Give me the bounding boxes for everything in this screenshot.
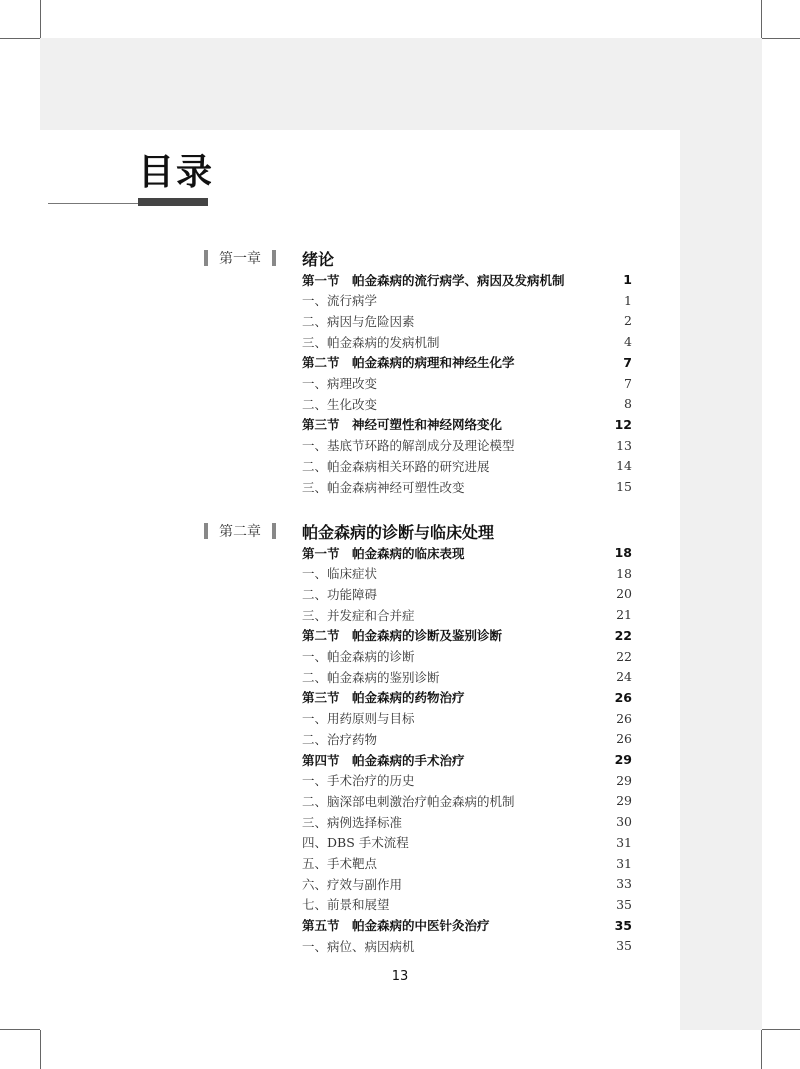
title-rule-bar [138, 198, 208, 206]
toc-entry-page: 26 [616, 710, 632, 726]
toc-subsection-entry[interactable] [302, 832, 632, 853]
toc-entry-title: 二、功能障碍 [302, 586, 378, 602]
toc-entry-title: 第四节 帕金森病的手术治疗 [302, 752, 465, 768]
toc-entry-page: 22 [616, 648, 632, 664]
toc-subsection-entry[interactable] [302, 935, 632, 956]
chapter-label-box [204, 248, 276, 268]
toc-entry-page: 35 [616, 896, 632, 912]
toc-entry-page: 29 [616, 793, 632, 809]
toc-subsection-entry[interactable] [302, 708, 632, 729]
crop-mark [761, 0, 762, 38]
side-band [680, 130, 762, 1030]
toc-entry-page: 18 [616, 565, 632, 581]
toc-section-entry[interactable] [302, 414, 632, 435]
toc-subsection-entry[interactable] [302, 455, 632, 476]
toc-entry-title: 二、帕金森病的鉴别诊断 [302, 669, 440, 685]
toc-entry-title: 一、临床症状 [302, 566, 378, 582]
toc-entry-title: 第一节 帕金森病的流行病学、病因及发病机制 [302, 272, 565, 288]
toc-entry-title: 第二节 帕金森病的病理和神经生化学 [302, 355, 515, 371]
toc-subsection-entry[interactable] [302, 476, 632, 497]
toc-entry-title: 三、帕金森病神经可塑性改变 [302, 479, 465, 495]
toc-entry-page: 26 [614, 689, 632, 705]
crop-mark [0, 38, 40, 39]
crop-mark [0, 1029, 40, 1030]
chapter-label: 第二章 [219, 524, 261, 540]
toc-entry-title: 二、病因与危险因素 [302, 313, 415, 329]
toc-subsection-entry[interactable] [302, 563, 632, 584]
toc-entry-page: 1 [624, 292, 632, 308]
toc-entry-title: 六、疗效与副作用 [302, 876, 403, 892]
toc-entry-title: 二、帕金森病相关环路的研究进展 [302, 458, 490, 474]
toc-entry-title: 三、病例选择标准 [302, 814, 403, 830]
toc-entry-page: 13 [616, 437, 632, 453]
toc-section-entry[interactable] [302, 687, 632, 708]
toc-entry-page: 1 [623, 272, 632, 287]
toc-entry-page: 21 [616, 607, 632, 623]
toc-entry-title: 第五节 帕金森病的中医针灸治疗 [302, 918, 490, 934]
toc-entry-title: 一、基底节环路的解剖成分及理论模型 [302, 438, 515, 454]
toc-entry-title: 三、帕金森病的发病机制 [302, 334, 440, 350]
toc-entry-title: 第二节 帕金森病的诊断及鉴别诊断 [302, 628, 503, 644]
toc-subsection-entry[interactable] [302, 811, 632, 832]
toc-entry-page: 35 [616, 938, 632, 954]
toc-subsection-entry[interactable] [302, 583, 632, 604]
toc-entry-page: 26 [616, 731, 632, 747]
toc-entry-page: 12 [614, 416, 632, 432]
toc-entry-title: 一、病理改变 [302, 376, 378, 391]
toc-entry-page: 8 [624, 396, 632, 412]
crop-mark [762, 1029, 800, 1030]
toc-subsection-entry[interactable] [302, 853, 632, 874]
toc-subsection-entry[interactable] [302, 331, 632, 352]
crop-mark [40, 0, 41, 38]
toc-entry-title: 二、治疗药物 [302, 731, 378, 747]
toc-entry-page: 31 [616, 834, 632, 850]
page-number: 13 [391, 969, 409, 984]
toc-subsection-entry[interactable] [302, 310, 632, 331]
toc-entry-title: 第三节 神经可塑性和神经网络变化 [302, 417, 503, 433]
toc-section-entry[interactable] [302, 749, 632, 770]
header-band [40, 38, 762, 130]
toc-subsection-entry[interactable] [302, 728, 632, 749]
toc-entry-page: 18 [614, 545, 632, 560]
toc-entry-page: 35 [614, 917, 632, 933]
toc-entry-title: 第三节 帕金森病的药物治疗 [302, 690, 465, 706]
toc-entry-page: 33 [616, 876, 632, 892]
toc-subsection-entry[interactable] [302, 894, 632, 915]
toc-entry-page: 20 [616, 586, 632, 602]
toc-subsection-entry[interactable] [302, 646, 632, 667]
toc-entry-title: 一、流行病学 [302, 293, 378, 309]
crop-mark [761, 1030, 762, 1069]
toc-subsection-entry[interactable] [302, 604, 632, 625]
toc-entry-title: 五、手术靶点 [302, 856, 378, 871]
toc-entry-title: 三、并发症和合并症 [302, 607, 415, 623]
toc-subsection-entry[interactable] [302, 393, 632, 414]
toc-entry-page: 15 [616, 479, 632, 494]
toc-entry-title: 第一节 帕金森病的临床表现 [302, 545, 465, 561]
toc-subsection-entry[interactable] [302, 373, 632, 394]
toc-entry-page: 7 [623, 354, 632, 370]
page-title: 目录 [138, 152, 215, 193]
toc-section-entry[interactable] [302, 542, 632, 563]
toc-entry-title: 七、前景和展望 [302, 897, 390, 913]
chapter-title: 帕金森病的诊断与临床处理 [302, 523, 495, 542]
toc-entry-title: 一、帕金森病的诊断 [302, 649, 415, 664]
toc-entry-title: 二、生化改变 [302, 396, 378, 412]
toc-entry-page: 4 [624, 334, 632, 350]
toc-entry-title: 一、用药原则与目标 [302, 711, 415, 727]
toc-entry-title: 一、手术治疗的历史 [302, 773, 415, 789]
toc-entry-title: 四、DBS 手术流程 [302, 835, 409, 851]
toc-entry-page: 30 [616, 814, 632, 830]
crop-mark [762, 38, 800, 39]
toc-entry-page: 24 [616, 669, 632, 685]
toc-section-entry[interactable] [302, 625, 632, 646]
chapter-label: 第一章 [219, 251, 261, 267]
toc-subsection-entry[interactable] [302, 666, 632, 687]
toc-entry-page: 14 [616, 458, 632, 474]
toc-entry-page: 22 [614, 627, 632, 643]
toc-subsection-entry[interactable] [302, 435, 632, 456]
toc-entry-title: 二、脑深部电刺激治疗帕金森病的机制 [302, 793, 515, 809]
toc-section-entry[interactable] [302, 915, 632, 936]
chapter-title: 绪论 [302, 250, 335, 269]
toc-entry-page: 2 [624, 313, 632, 329]
crop-mark [40, 1030, 41, 1069]
toc-subsection-entry[interactable] [302, 873, 632, 894]
toc-entry-page: 7 [624, 375, 632, 391]
toc-entry-title: 一、病位、病因病机 [302, 938, 415, 954]
toc-section-entry[interactable] [302, 352, 632, 373]
toc-section-entry[interactable] [302, 269, 632, 290]
toc-entry-page: 29 [614, 752, 632, 767]
toc-subsection-entry[interactable] [302, 790, 632, 811]
toc-subsection-entry[interactable] [302, 290, 632, 311]
chapter-label-box [204, 521, 276, 541]
toc-entry-page: 31 [616, 855, 632, 871]
toc-entry-page: 29 [616, 772, 632, 788]
toc-subsection-entry[interactable] [302, 770, 632, 791]
